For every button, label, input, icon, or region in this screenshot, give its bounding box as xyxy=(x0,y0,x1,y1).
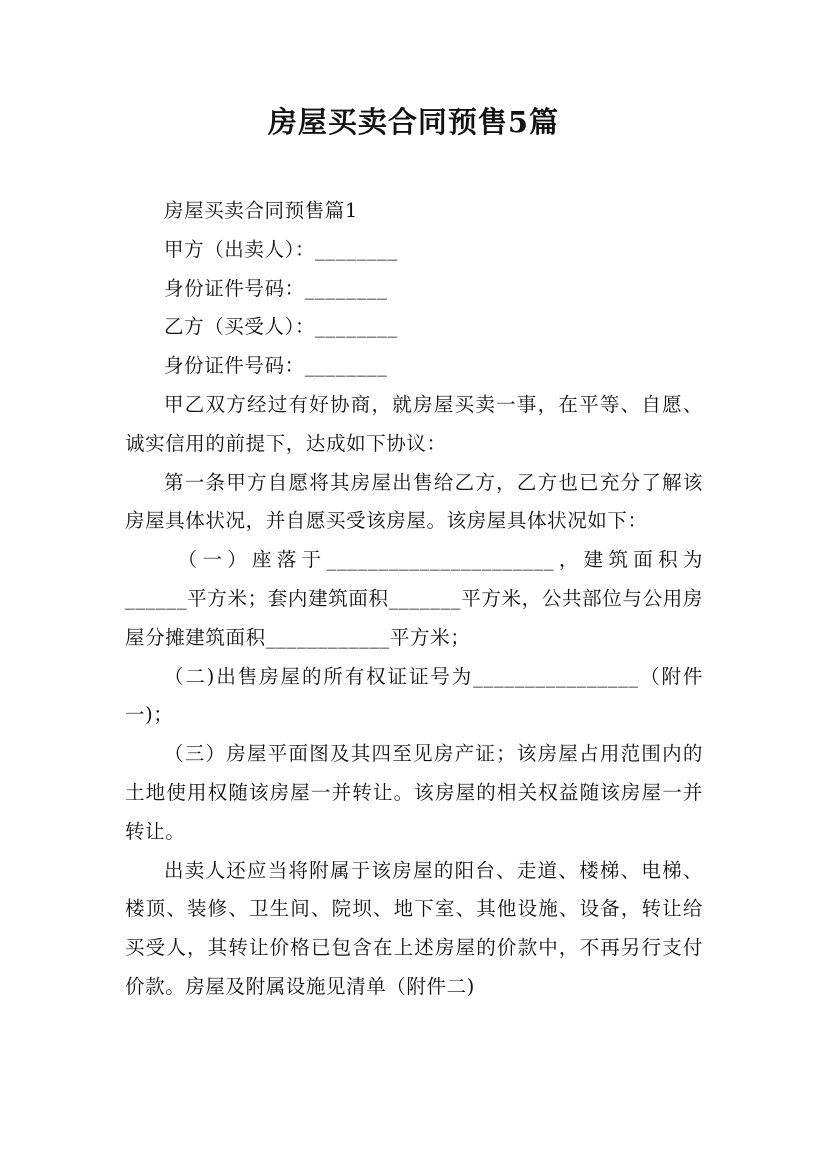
agreement-preamble: 甲乙双方经过有好协商，就房屋买卖一事，在平等、自愿、诚实信用的前提下，达成如下协议： xyxy=(125,392,703,455)
party-b-buyer-line: 乙方（买受人）：________ xyxy=(164,315,398,339)
clause-ownership-certificate: （二)出售房屋的所有权证证号为________________（附件一)； xyxy=(125,664,703,727)
clause-location-area: （一）座落于______________________，建筑面积为______平方米；套内建筑面积_______平方米，公共部位与公用房屋分摊建筑面积____________平方米； xyxy=(125,548,703,649)
document-body xyxy=(125,192,703,1007)
party-b-id-line: 身份证件号码：________ xyxy=(164,354,388,378)
article-one: 第一条甲方自愿将其房屋出售给乙方，乙方也已充分了解该房屋具体状况，并自愿买受该房屋。该房屋具体状况如下： xyxy=(125,470,703,533)
party-a-seller-line: 甲方（出卖人）：________ xyxy=(164,237,398,261)
document-title: 房屋买卖合同预售5篇 xyxy=(267,105,560,139)
section-heading: 房屋买卖合同预售篇1 xyxy=(164,199,358,222)
party-a-id-line: 身份证件号码：________ xyxy=(164,276,388,300)
clause-floor-plan: （三）房屋平面图及其四至见房产证；该房屋占用范围内的土地使用权随该房屋一并转让。该房屋的相关权益随该房屋一并转让。 xyxy=(125,742,703,843)
clause-attached-facilities: 出卖人还应当将附属于该房屋的阳台、走道、楼梯、电梯、楼顶、装修、卫生间、院坝、地下室、其他设施、设备，转让给买受人，其转让价格已包含在上述房屋的价款中，不再另行支付价款。房屋及附属设施见清单（附件二) xyxy=(125,858,703,998)
